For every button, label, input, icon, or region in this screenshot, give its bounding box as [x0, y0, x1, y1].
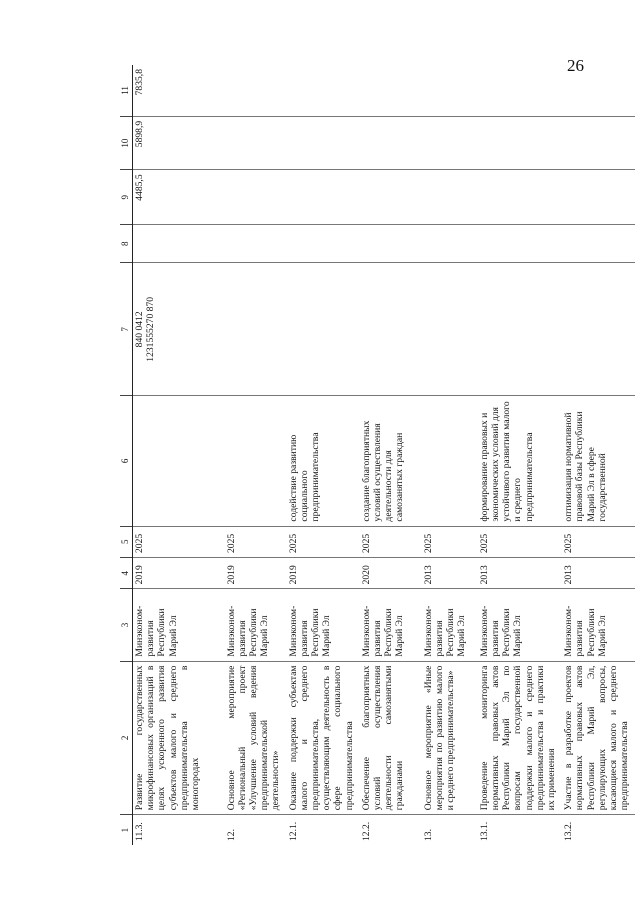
budget-codes	[562, 263, 635, 396]
table-row	[225, 65, 287, 845]
col-header: 9	[120, 170, 133, 225]
col-header: 1	[120, 815, 133, 845]
end-year: 2025	[478, 526, 562, 557]
activity-name: Развитие государственных микрофинансовых организаций в целях ускоренного развития субъектов малого и среднего предпринимательства в моногородах	[133, 661, 225, 815]
col-header: 10	[120, 116, 133, 170]
expected-result: содействие развитию социального предпринимательства	[287, 396, 360, 526]
start-year: 2019	[225, 557, 287, 588]
executor: Минэконом-развития Республики Марий Эл	[133, 589, 225, 661]
value-col-9: 4485,5	[133, 170, 225, 225]
value-col-10: 5898,9	[133, 116, 225, 170]
value-col-8	[225, 225, 287, 263]
activity-name: Обеспечение благоприятных условий осуществления деятельности самозанятыми гражданами	[360, 661, 422, 815]
table-row	[133, 65, 225, 845]
end-year: 2025	[422, 526, 478, 557]
page-number: 26	[567, 56, 584, 75]
program-activities-table	[120, 65, 635, 845]
activity-name: Участие в разработке проектов нормативных правовых актов Республики Марий Эл, регулирующих вопросы, касающиеся малого и среднего предпринимательства	[562, 661, 635, 815]
row-number: 13.2.	[563, 821, 575, 841]
row-number: 13.	[422, 829, 434, 841]
end-year: 2025	[133, 526, 225, 557]
activity-name: Оказание поддержки субъектам малого и среднего предпринимательства, осуществляющим деятельность в сфере социального предпринимательства	[287, 661, 360, 815]
table-row	[422, 65, 478, 845]
activity-name: Проведение мониторинга нормативных правовых актов Республики Марий Эл по вопросам государственной поддержки малого и среднего предпринимательства и практики их применения	[478, 661, 562, 815]
value-col-11	[562, 65, 635, 116]
start-year: 2013	[422, 557, 478, 588]
table-row	[287, 65, 360, 845]
value-col-10	[225, 116, 287, 170]
expected-result: формирование правовых и экономических условий для устойчивого развития малого и среднего предпринимательства	[478, 396, 562, 526]
col-header: 11	[120, 65, 133, 116]
executor: Минэконом-развития Республики Марий Эл	[562, 589, 635, 661]
value-col-10	[562, 116, 635, 170]
start-year: 2019	[133, 557, 225, 588]
rotated-table-container	[120, 65, 631, 845]
value-col-11	[287, 65, 360, 116]
value-col-11	[478, 65, 562, 116]
row-number: 12.1.	[287, 821, 299, 841]
value-col-9	[562, 170, 635, 225]
col-header: 6	[120, 396, 133, 526]
value-col-9	[478, 170, 562, 225]
col-header: 8	[120, 225, 133, 263]
executor: Минэконом-развития Республики Марий Эл	[225, 589, 287, 661]
start-year: 2013	[478, 557, 562, 588]
col-header: 4	[120, 557, 133, 588]
value-col-10	[478, 116, 562, 170]
row-number: 12.2.	[360, 821, 372, 841]
value-col-8	[478, 225, 562, 263]
budget-codes	[225, 263, 287, 396]
value-col-10	[287, 116, 360, 170]
budget-codes	[287, 263, 360, 396]
value-col-9	[225, 170, 287, 225]
expected-result: оптимизация нормативной правовой базы Республики Марий Эл в сфере государственной	[562, 396, 635, 526]
executor: Минэконом-развития Республики Марий Эл	[478, 589, 562, 661]
activity-name: Основное мероприятие «Иные мероприятия по развитию малого и среднего предпринимательства»	[422, 661, 478, 815]
col-header: 3	[120, 589, 133, 661]
row-number: 13.1.	[478, 821, 490, 841]
value-col-10	[422, 116, 478, 170]
value-col-11	[360, 65, 422, 116]
start-year: 2020	[360, 557, 422, 588]
table-row	[360, 65, 422, 845]
value-col-9	[422, 170, 478, 225]
value-col-10	[360, 116, 422, 170]
end-year: 2025	[287, 526, 360, 557]
value-col-11	[422, 65, 478, 116]
value-col-8	[360, 225, 422, 263]
value-col-8	[562, 225, 635, 263]
start-year: 2013	[562, 557, 635, 588]
value-col-8	[287, 225, 360, 263]
expected-result	[225, 396, 287, 526]
col-header: 2	[120, 661, 133, 815]
executor: Минэконом-развития Республики Марий Эл	[287, 589, 360, 661]
table-row	[562, 65, 635, 845]
activity-name: Основное мероприятие «Региональный проект «Улучшение условий ведения предпринимательской деятельности»	[225, 661, 287, 815]
row-number: 11.3.	[134, 822, 145, 841]
budget-code-line: 1231555270 870	[145, 296, 157, 362]
row-number: 12.	[225, 829, 237, 841]
value-col-9	[360, 170, 422, 225]
executor: Минэконом-развития Республики Марий Эл	[360, 589, 422, 661]
budget-codes	[478, 263, 562, 396]
end-year: 2025	[360, 526, 422, 557]
col-header: 5	[120, 526, 133, 557]
value-col-11	[225, 65, 287, 116]
budget-code-line: 840 0412	[134, 311, 145, 348]
value-col-8	[133, 225, 225, 263]
expected-result	[422, 396, 478, 526]
expected-result	[133, 396, 225, 526]
col-header: 7	[120, 263, 133, 396]
table-row	[478, 65, 562, 845]
value-col-8	[422, 225, 478, 263]
end-year: 2025	[225, 526, 287, 557]
budget-codes	[133, 263, 225, 396]
budget-codes	[422, 263, 478, 396]
expected-result: создание благоприятных условий осуществления деятельности для самозанятых граждан	[360, 396, 422, 526]
value-col-9	[287, 170, 360, 225]
end-year: 2025	[562, 526, 635, 557]
value-col-11: 7835,8	[133, 65, 225, 116]
start-year: 2019	[287, 557, 360, 588]
column-number-header-row	[120, 65, 133, 845]
budget-codes	[360, 263, 422, 396]
executor: Минэконом-развития Республики Марий Эл	[422, 589, 478, 661]
